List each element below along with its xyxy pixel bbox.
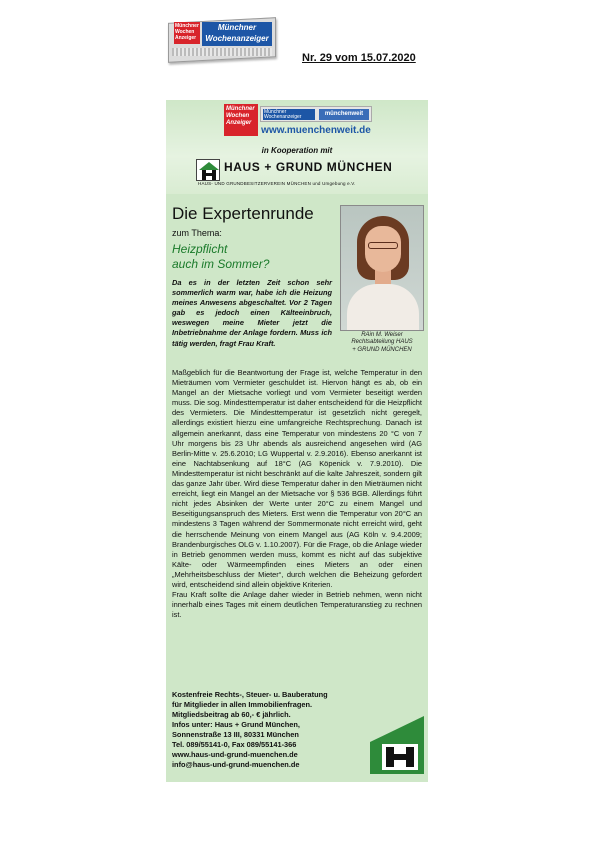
photo-body [347,284,419,331]
article-text [172,368,422,620]
header-paper-b: münchenweit [319,109,369,120]
footer-line-3: Mitgliedsbeitrag ab 60,- € jährlich. [172,710,291,719]
masthead-badge: Münchner Wochen Anzeiger [174,22,200,44]
footer-website-link[interactable]: www.haus-und-grund-muenchen.de [172,750,298,759]
footer-line-2: für Mitglieder in allen Immobilienfragen. [172,700,313,709]
column-header [166,100,428,194]
caption-line3: + GRUND MÜNCHEN [352,346,412,353]
photo-glasses [368,242,398,249]
footer-info [172,690,362,770]
haus-grund-name: HAUS + GRUND MÜNCHEN [224,160,393,174]
article-paragraph-1: Maßgeblich für die Beantwortung der Frage ist, welche Temperatur in den Mieträumen vom Vermieter geschuldet ist. Hiervon hängt es ab, ob ein Mangel an der Mietsache vorliegt und vom Vermieter beseitigt werden muss. Die sog. Mindesttemperatur ist daher entscheidend für die Heizpflicht des Vermieters. Die Mindesttemperatur ist gesetzlich nicht geregelt, allerdings existiert hierzu eine umfangreiche Rechtsprechung. Danach ist allgemein anerkannt, dass eine Temperatur von mindestens 20 °C von 7 Uhr morgens bis 23 Uhr abends als ausreichend angesehen wird (AG Berlin-Mitte v. 25.6.2010; LG Wuppertal v. 2.9.2016). Ebenso anerkannt ist eine Nachtabsenkung auf 18°C (AG Köpenick v. 7.9.2010). Die Mindesttemperatur ist nicht beschränkt auf die kalte Jahreszeit, sondern gilt das ganze Jahr über. Wird diese Temperatur daher in den Mieträumen nicht erreicht, liegt ein Mangel an der Mietsache vor § 536 BGB. Allerdings führt nicht jedes Absinken der Werte unter 20°C zu einem Mangel und Beseitigungsanspruch des Mieters. Erst wenn die Temperatur von 20°C an mindestens 3 Tagen während der Sommermonate nicht erreicht wird, geht die herrschende Meinung von einem Mangel aus (AG Köln v. 9.4.2009; Brandenburgisches OLG v. 1.10.2007). Für die Frage, ob die Anlage wieder in Betrieb genommen werden muss, kommt es nicht auf das subjektive Kälte- oder Wärmeempfinden eines Mieters an oder einen „Mehrheitsbeschluss der Mieter“, durch welchen die Beheizung gefordert wird, entscheidend sind allein objektive Kriterien. [172,368,422,589]
photo-face [365,226,401,272]
haus-grund-logo [196,159,406,187]
column-subhead: zum Thema: [172,228,222,238]
footer-email-link[interactable]: info@haus-und-grund-muenchen.de [172,760,300,769]
reader-question: Da es in der letzten Zeit schon sehr sommerlich warm war, habe ich die Heizung meines Anwesens abgeschaltet. Vor 2 Tagen gab es jedoch einen Kälteeinbruch, weswegen meine Mieter jetzt die Inbetriebnahme der Anlage fordern. Muss ich tätig werden, fragt Frau Kraft. [172,278,332,348]
haus-grund-house-icon [196,159,220,181]
caption-line2: Rechtsabteilung HAUS [351,339,413,346]
footer-line-4: Infos unter: Haus + Grund München, [172,720,300,729]
kooperation-text: in Kooperation mit [261,146,333,155]
expert-photo [340,205,424,331]
footer-line-1: Kostenfreie Rechts-, Steuer- u. Bauberatung [172,690,328,699]
photo-caption [340,332,424,354]
caption-line1: RAin M. Weiser [361,332,403,338]
header-mw-badge: Münchner Wochen Anzeiger [224,104,258,136]
masthead-title-line2: Wochenanzeiger [205,34,269,43]
expert-column [166,100,428,782]
column-body [166,200,428,782]
column-heading: Die Expertenrunde [172,204,314,223]
header-papers [260,106,372,122]
header-paper-a: Münchner Wochenanzeiger [263,109,315,120]
issue-date: Nr. 29 vom 15.07.2020 [302,52,416,64]
masthead-title-line1: Münchner [217,23,257,32]
header-logos [224,104,374,140]
haus-grund-subtitle: HAUS- UND GRUNDBESITZERVEREIN MÜNCHEN und Umgebung e.V. [198,181,356,186]
article-paragraph-2: Frau Kraft sollte die Anlage daher wieder in Betrieb nehmen, wenn nicht innerhalb eines Tages mit einem deutlichen Temperaturanstieg zu rechnen ist. [172,590,422,620]
topic-line2: auch im Sommer? [172,257,270,271]
footer-line-5: Sonnenstraße 13 III, 80331 München [172,730,299,739]
haus-grund-corner-logo-icon [370,714,424,774]
topic-line1: Heizpflicht [172,242,228,256]
newspaper-stripes [172,48,272,56]
newspaper-logo [168,18,276,64]
header-url[interactable]: www.muenchenweit.de [261,125,371,136]
masthead-title [202,22,272,46]
footer-line-6: Tel. 089/55141-0, Fax 089/55141-366 [172,740,297,749]
column-topic [172,242,332,272]
